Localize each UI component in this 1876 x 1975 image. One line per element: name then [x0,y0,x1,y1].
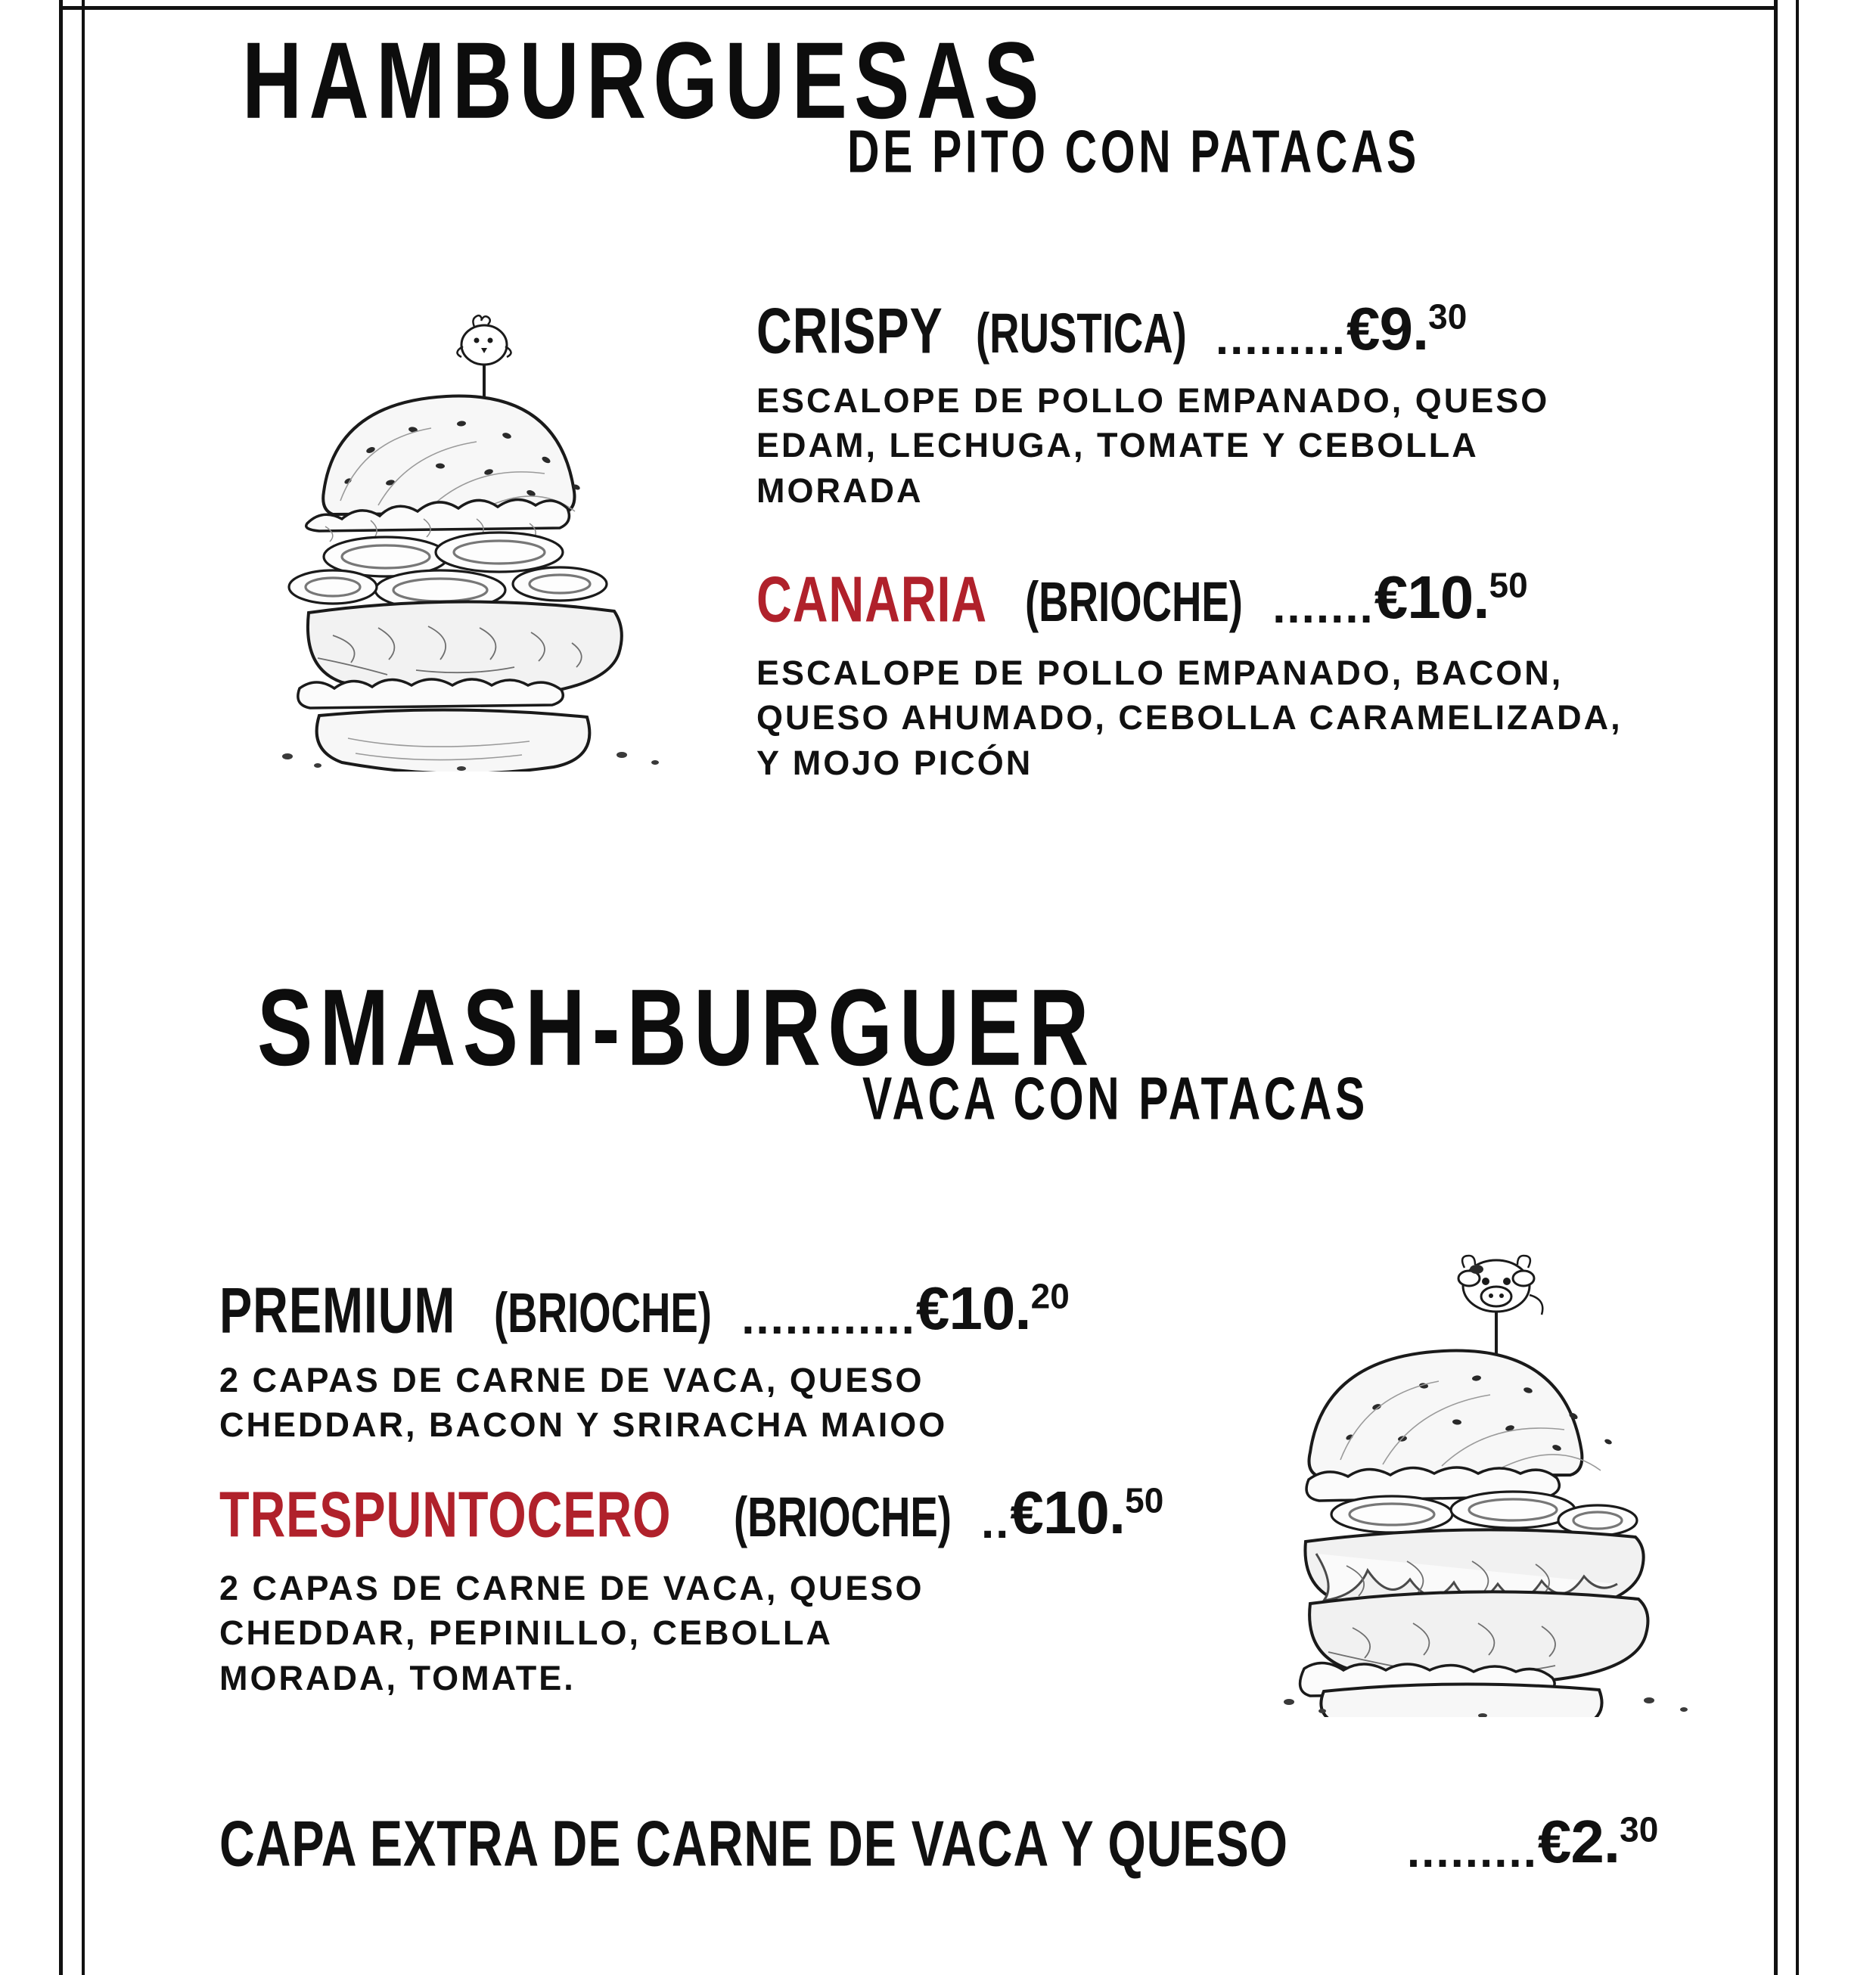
menu-item-name: TRESPUNTOCERO [219,1479,672,1551]
menu-item-canaria [756,564,1528,636]
menu-item-name: CANARIA [756,564,988,636]
section-title-smash-burguer: SMASH-BURGUER [257,967,1096,1089]
page-border-right-inner [1796,0,1799,1975]
menu-item-description: ESCALOPE DE POLLO EMPANADO, QUESO EDAM, LECHUGA, TOMATE Y CEBOLLA MORADA [756,381,1550,510]
menu-item-variant: (BRIOCHE) [494,1282,712,1345]
page-border-right-outer [1774,0,1778,1975]
chicken-burger-illustration [234,303,719,772]
menu-item-variant: (BRIOCHE) [733,1486,952,1549]
menu-item-description: ESCALOPE DE POLLO EMPANADO, BACON, QUESO AHUMADO, CEBOLLA CARAMELIZADA, Y MOJO PICÓN [756,654,1623,782]
menu-item-extra-layer [219,1808,1659,1880]
menu-item-crispy [756,295,1468,368]
section-subtitle-hamburguesas: DE PITO CON PATACAS [847,117,1420,185]
menu-item-price: €9.30 [1346,295,1468,362]
menu-item-name: PREMIUM [219,1275,456,1347]
menu-page [91,0,1770,1975]
menu-item-variant: (RUSTICA) [976,303,1187,365]
section-title-hamburguesas: HAMBURGUESAS [242,20,1046,142]
leader-dots: .. [980,1496,1011,1548]
section-subtitle-smash-burguer: VACA CON PATACAS [862,1064,1368,1132]
menu-item-price: €10.20 [915,1275,1070,1342]
menu-item-description: 2 CAPAS DE CARNE DE VACA, QUESO CHEDDAR, PEPINILLO, CEBOLLA MORADA, TOMATE. [219,1569,924,1697]
menu-item-name: CRISPY [756,295,943,368]
leader-dots: ......... [1215,312,1346,365]
menu-item-description: 2 CAPAS DE CARNE DE VACA, QUESO CHEDDAR, BACON Y SRIRACHA MAIOO [219,1361,948,1445]
extra-price: €2.30 [1537,1808,1659,1875]
leader-dots: ............ [741,1292,916,1344]
menu-item-variant: (BRIOCHE) [1024,571,1243,634]
smash-burger-illustration [1256,1248,1740,1717]
menu-item-price: €10.50 [1374,564,1528,631]
leader-dots: ....... [1272,581,1374,633]
page-border-left-outer [59,0,63,1975]
extra-label: CAPA EXTRA DE CARNE DE VACA Y QUESO [219,1808,1288,1880]
page-border-left-inner [82,0,85,1975]
menu-item-price: €10.50 [1010,1479,1164,1546]
leader-dots: ......... [1406,1825,1538,1877]
menu-item-trespuntocero [219,1479,1164,1551]
menu-item-premium [219,1275,1070,1347]
